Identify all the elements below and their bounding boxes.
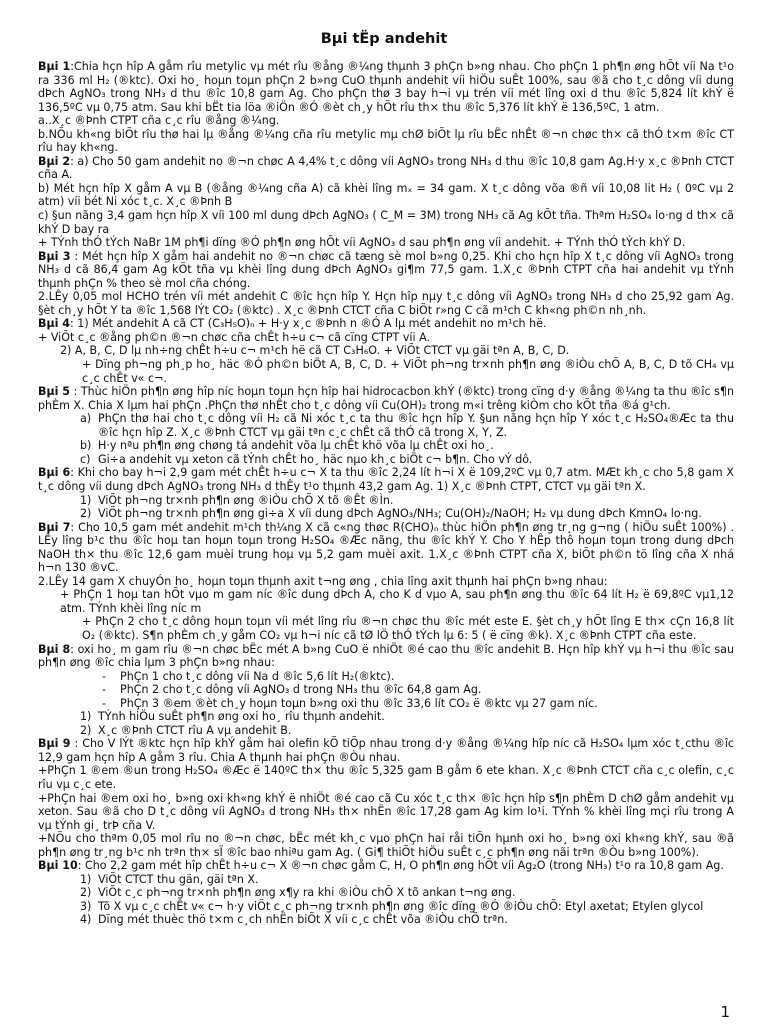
paragraph: [38, 575, 734, 589]
exercise-label: Bµi 7: [38, 520, 71, 534]
paragraph-text: : Thùc hiÖn ph¶n øng hîp níc hoµn toµn hçn hîp hai hidrocacbon khÝ (®ktc) trong cïng d·y ®ång ®¼ng ta thu ®îc s¶n phÈm X. Chia X lµm hai phÇn .PhÇn thø nhÊt cho t¸c dông víi Cu(OH)₂ trong m«i trêng kiÒm cho kÕt tña ®á g¹ch.: [38, 385, 734, 412]
list-item-text: PhÇn 1 cho t¸c dông víi Na d ®îc 5,6 lít H₂(®ktc).: [120, 669, 395, 683]
list-item-text: Gi÷a andehit vµ xeton cã tÝnh chÊt ho¸ häc nµo kh¸c biÖt c¬ b¶n. Cho vÝ dô.: [98, 452, 533, 466]
list-item: [38, 886, 734, 900]
exercise-label: Bµi 10: [38, 859, 78, 873]
paragraph-text: : oxi ho¸ m gam rîu ®¬n chøc bËc mét A b»ng CuO ë nhiÖt ®é cao thu ®îc andehit B. Hçn hîp khÝ vµ h¬i thu ®îc sau ph¶n øng ®îc chia lµm 3 phÇn b»ng nhau:: [38, 642, 734, 670]
list-item-text: ViÕt c¸c ph¬ng tr×nh ph¶n øng x¶y ra khi ®iÒu chÕ X tõ ankan t¬ng øng.: [98, 886, 516, 900]
paragraph-text: +NÕu cho thªm 0,05 mol rîu no ®¬n chøc, bËc mét kh¸c vµo phÇn hai råi tiÕn hµnh oxi ho¸ b»ng oxi kh«ng khÝ, sau ®ã ph¶n øng tr¸ng b¹c nh trªn th× sÏ ®îc bao nhiªu gam Ag. ( Gi¶ thiÕt hiÖu suÊt c¸c ph¶n øng nãi trªn ®Òu b»ng 100%).: [38, 832, 734, 859]
paragraph: [38, 615, 734, 642]
list-item-text: Dïng mét thuèc thö t×m c¸ch nhËn biÕt X víi c¸c chÊt võa ®iÒu chÕ trªn.: [98, 913, 508, 927]
exercise-label: Bµi 9: [38, 737, 71, 751]
list-marker: -: [102, 683, 107, 697]
paragraph: [38, 358, 734, 385]
paragraph-text: 2.LÊy 14 gam X chuyÓn ho¸ hoµn toµn thµnh axit t¬ng øng , chia lîng axit thµnh hai phÇn b»ng nhau:: [38, 574, 608, 588]
paragraph-text: + Dïng ph¬ng ph¸p ho¸ häc ®Ó ph©n biÖt A, B, C, D. + ViÕt ph¬ng tr×nh ph¶n øng ®iÒu chÕ A, B, C, D tõ CH₄ vµ c¸c chÊt v« c¬.: [82, 358, 734, 385]
paragraph-text: : Cho V lÝt ®ktc hçn hîp khÝ gåm hai olefin kÕ tiÕp nhau trong d·y ®ång ®¼ng hîp níc cã H₂SO₄ lµm xóc t¸cthu ®îc 12,9 gam hçn hîp A gåm 3 rîu. Chia A thµnh hai phÇn ®Òu nhau.: [38, 737, 735, 764]
list-item: [38, 453, 734, 467]
paragraph: [38, 114, 734, 128]
exercise-heading-paragraph: [38, 643, 734, 670]
list-item-text: ViÕt ph¬ng tr×nh ph¶n øng gi÷a X víi dung dÞch AgNO₃/NH₃; Cu(OH)₂/NaOH; H₂ vµ dung dÞch KmnO₄ lo·ng.: [98, 507, 702, 521]
paragraph-text: : Mét hçn hîp X gåm hai andehit no ®¬n chøc cã tæng sè mol b»ng 0,25. Khi cho hçn hîp X t¸c dông víi AgNO₃ trong NH₃ d cã 86,4 gam Ag kÕt tña vµ khèi lîng dung dÞch AgNO₃ gi¶m 77,5 gam. 1.X¸c ®Þnh CTPT cña hai andehit vµ tÝnh thµnh phÇn % theo sè mol cña chóng.: [38, 249, 734, 290]
exercise-label: Bµi 1: [38, 60, 71, 73]
list-marker: 1): [80, 493, 92, 507]
paragraph: [38, 792, 734, 833]
paragraph: [38, 832, 734, 859]
list-item: [38, 494, 734, 508]
paragraph-text: b.NÕu kh«ng biÕt rîu thø hai lµ ®ång ®¼ng cña rîu metylic mµ chØ biÕt lµ rîu bËc nhÊt ®¬n chøc th× cã thÓ t×m ®îc CT rîu hay kh«ng.: [38, 127, 734, 155]
list-item: [38, 900, 734, 914]
list-marker: c): [80, 452, 91, 466]
list-item: [38, 507, 734, 521]
list-item-text: X¸c ®Þnh CTCT rîu A vµ andehit B.: [98, 723, 292, 737]
dash-list: [38, 670, 734, 711]
paragraph-text: : Cho 10,5 gam mét andehit m¹ch th¼ng X cã c«ng thøc R(CHO)ₙ thùc hiÖn ph¶n øng tr¸ng g¬ng ( hiÖu suÊt 100%) . LÊy lîng b¹c thu ®îc hoµ tan hoµn toµn trong H₂SO₄ ®Æc nãng, thu ®îc khÝ Y. Cho Y hÊp thô hoµn toµn trong dung dÞch NaOH th× thu ®îc 12,6 gam muèi trung hoµ vµ 5,2 gam muèi axit. 1.X¸c ®Þnh CTPT cña X, biÕt ph©n tö lîng cña X nhá h¬n 130 ®vC.: [38, 520, 734, 575]
numbered-list: [38, 412, 734, 466]
exercise-heading-paragraph: [38, 60, 734, 114]
page-number: 1: [720, 1003, 730, 1021]
exercise-label: Bµi 5: [38, 385, 71, 399]
document-body: [38, 60, 734, 927]
list-marker: -: [102, 696, 107, 710]
list-item: [38, 724, 734, 738]
exercise-label: Bµi 3: [38, 249, 71, 263]
paragraph: [38, 290, 734, 317]
list-item-text: ViÕt CTCT thu gän, gäi tªn X.: [98, 872, 259, 886]
list-item: [38, 412, 734, 439]
list-item-text: ViÕt ph¬ng tr×nh ph¶n øng ®iÒu chÕ X tõ ®Êt ®Ìn.: [98, 493, 394, 507]
list-item-text: H·y nªu ph¶n øng chøng tá andehit võa lµ chÊt khö võa lµ chÊt oxi ho¸.: [98, 439, 494, 453]
list-item-text: TÝnh hiÖu suÊt ph¶n øng oxi ho¸ rîu thµnh andehit.: [98, 710, 385, 724]
paragraph-text: + ViÕt c¸c ®ång ph©n ®¬n chøc cña chÊt h÷u c¬ cã cïng CTPT víi A.: [38, 330, 431, 344]
list-marker: 2): [80, 886, 92, 900]
paragraph: [38, 182, 734, 209]
paragraph: [38, 209, 734, 236]
paragraph-text: : Khi cho bay h¬i 2,9 gam mét chÊt h÷u c¬ X ta thu ®îc 2,24 lít h¬i X ë 109,2ºC vµ 0,7 atm. MÆt kh¸c cho 5,8 gam X t¸c dông víi dung dÞch AgNO₃ trong NH₃ d thÊy t¹o thµnh 43,2 gam Ag. 1) X¸c ®Þnh CTPT, CTCT vµ gäi tªn X.: [38, 466, 734, 493]
list-item: [38, 710, 734, 724]
exercise-heading-paragraph: [38, 155, 734, 182]
exercise-heading-paragraph: [38, 466, 734, 493]
list-marker: a): [80, 412, 92, 426]
exercise-label: Bµi 8: [38, 642, 71, 656]
paragraph-text: : 1) Mét andehit A cã CT (C₃H₅O)ₙ + H·y x¸c ®Þnh n ®Ó A lµ mét andehit no m¹ch hë.: [70, 317, 547, 331]
document-title: Bµi tËp andehit: [320, 31, 448, 47]
paragraph-text: +PhÇn hai ®em oxi ho¸ b»ng oxi kh«ng khÝ ë nhiÖt ®é cao cã Cu xóc t¸c th× ®îc hçn hîp s¶n phÈm D chØ gåm andehit vµ xeton. Sau ®ã cho D t¸c dông víi AgNO₃ d trong NH₃ th× nhËn ®îc 17,28 gam Ag kim lo¹i. TÝnh % khèi lîng mçi rîu trong A vµ tÝnh gi¸ trÞ cña V.: [38, 791, 734, 832]
list-item: [38, 873, 734, 887]
exercise-label: Bµi 2: [38, 154, 71, 168]
exercise-label: Bµi 6: [38, 466, 71, 480]
list-item-text: PhÇn 3 ®em ®èt ch¸y hoµn toµn b»ng oxi thu ®îc 33,6 lít CO₂ ë ®ktc vµ 27 gam níc.: [120, 696, 598, 710]
paragraph: [38, 236, 734, 250]
paragraph-text: + PhÇn 1 hoµ tan hÕt vµo m gam níc ®îc dung dÞch A, cho K d vµo A, sau ph¶n øng thu ®îc 64 lít H₂ ë 69,8ºC vµ1,12 atm. TÝnh khèi lîng níc m: [60, 588, 734, 615]
exercise-heading-paragraph: [38, 250, 734, 291]
list-marker: -: [102, 669, 107, 683]
exercise-heading-paragraph: [38, 521, 734, 575]
list-marker: 2): [80, 723, 92, 737]
list-item: [38, 670, 734, 684]
exercise-heading-paragraph: [38, 737, 734, 764]
list-item: [38, 697, 734, 711]
list-marker: b): [80, 439, 92, 453]
paragraph-text: :Chia hçn hîp A gåm rîu metylic vµ mét rîu ®ång ®¼ng thµnh 3 phÇn b»ng nhau. Cho phÇn 1 ph¶n øng hÕt víi Na t¹o ra 336 ml H₂ (®ktc). Oxi ho¸ hoµn toµn phÇn 2 b»ng CuO thµnh andehit víi hiÖu suÊt 100%, sau ®ã cho t¸c dông víi dung dÞch AgNO₃ trong NH₃ d thu ®îc 10,8 gam Ag. Cho phÇn thø 3 bay h¬i vµ trén víi mét lîng oxi d thu ®îc 5,824 lít khÝ ë 136,5ºC vµ 0,75 atm. Sau khi bËt tia löa ®iÖn ®Ó ®èt ch¸y hÕt rîu th× thu ®îc 5,376 lít khÝ ë 136,5ºC, 1 atm.: [38, 60, 734, 114]
paragraph-text: 2) A, B, C, D lµ nh÷ng chÊt h÷u c¬ m¹ch hë cã CT C₃H₆O. + ViÕt CTCT vµ gäi tªn A, B, C, D.: [60, 344, 570, 358]
list-item: [38, 683, 734, 697]
exercise-label: Bµi 4: [38, 317, 71, 331]
paragraph-text: b) Mét hçn hîp X gåm A vµ B (®ång ®¼ng cña A) cã khèi lîng mₓ = 34 gam. X t¸c dông võa ®ñ víi 10,08 lit H₂ ( 0ºC vµ 2 atm) víi bét Ni xóc t¸c. X¸c ®Þnh B: [38, 181, 734, 209]
paragraph-text: + PhÇn 2 cho t¸c dông hoµn toµn víi mét lîng rîu ®¬n chøc thu ®îc mét este E. §èt ch¸y hÕt lîng E th× cÇn 16,8 lít O₂ (®ktc). S¶n phÈm ch¸y gåm CO₂ vµ h¬i níc cã tØ lÖ thÓ tÝch lµ 6: 5 ( ë cïng ®k). X¸c ®Þnh CTPT cña este.: [82, 615, 734, 642]
numbered-list: [38, 873, 734, 927]
list-item-text: Tõ X vµ c¸c chÊt v« c¬ h·y viÕt c¸c ph¬ng tr×nh ph¶n øng ®îc dïng ®Ó ®iÒu chÕ: Etyl axetat; Etylen glycol: [98, 899, 704, 913]
list-marker: 1): [80, 872, 92, 886]
paragraph-text: : a) Cho 50 gam andehit no ®¬n chøc A 4,4% t¸c dông víi AgNO₃ trong NH₃ d thu ®îc 10,8 gam Ag.H·y x¸c ®Þnh CTCT cña A.: [38, 154, 734, 182]
list-marker: 2): [80, 507, 92, 521]
exercise-heading-paragraph: [38, 385, 734, 412]
list-item-text: PhÇn thø hai cho t¸c dông víi H₂ cã Ni xóc t¸c ta thu ®îc hçn hîp Y. §un nãng hçn hîp Y xóc t¸c H₂SO₄®Æc ta thu ®îc hçn hîp Z. X¸c ®Þnh CTCT vµ gäi tªn c¸c chÊt cã thÓ cã trong X, Y, Z.: [98, 412, 734, 439]
paragraph-text: 2.LÊy 0,05 mol HCHO trén víi mét andehit C ®îc hçn hîp Y. Hçn hîp nµy t¸c dông víi AgNO₃ trong NH₃ d cho 25,92 gam Ag. §èt ch¸y hÕt Y ta ®îc 1,568 lÝt CO₂ (®ktc) . X¸c ®Þnh CTCT cña C biÕt r»ng C cã m¹ch C kh«ng ph©n nh¸nh.: [38, 290, 734, 317]
exercise-heading-paragraph: [38, 317, 734, 331]
paragraph-text: c) §un nãng 3,4 gam hçn hîp X víi 100 ml dung dÞch AgNO₃ ( C_M = 3M) trong NH₃ cã Ag kÕt tña. Thªm H₂SO₄ lo·ng d th× cã khÝ D bay ra: [38, 209, 734, 236]
paragraph-text: +PhÇn 1 ®em ®un trong H₂SO₄ ®Æc ë 140ºC th× thu ®îc 5,325 gam B gåm 6 ete khan. X¸c ®Þnh CTCT cña c¸c olefin, c¸c rîu vµ c¸c ete.: [38, 764, 734, 791]
numbered-list: [38, 494, 734, 521]
paragraph: [38, 588, 734, 615]
list-item-text: PhÇn 2 cho t¸c dông víi AgNO₃ d trong NH₃ thu ®îc 64,8 gam Ag.: [120, 683, 482, 697]
paragraph-text: + TÝnh thÓ tÝch NaBr 1M ph¶i dïng ®Ó ph¶n øng hÕt víi AgNO₃ d sau ph¶n øng víi andehit. + TÝnh thÓ tÝch khÝ D.: [38, 236, 686, 250]
paragraph-text: : Cho 2,2 gam mét hîp chÊt h÷u c¬ X ®¬n chøc gåm C, H, O ph¶n øng hÕt víi Ag₂O (trong NH₃) t¹o ra 10,8 gam Ag.: [77, 859, 724, 873]
exercise-heading-paragraph: [38, 859, 734, 873]
list-item: [38, 439, 734, 453]
list-marker: 3): [80, 899, 92, 913]
list-marker: 1): [80, 710, 92, 724]
paragraph: [38, 331, 734, 345]
list-item: [38, 913, 734, 927]
paragraph: [38, 344, 734, 358]
paragraph: [38, 128, 734, 155]
paragraph-text: a..X¸c ®Þnh CTPT cña c¸c rîu ®ång ®¼ng.: [38, 114, 280, 128]
paragraph: [38, 764, 734, 791]
list-marker: 4): [80, 913, 92, 927]
numbered-list: [38, 710, 734, 737]
